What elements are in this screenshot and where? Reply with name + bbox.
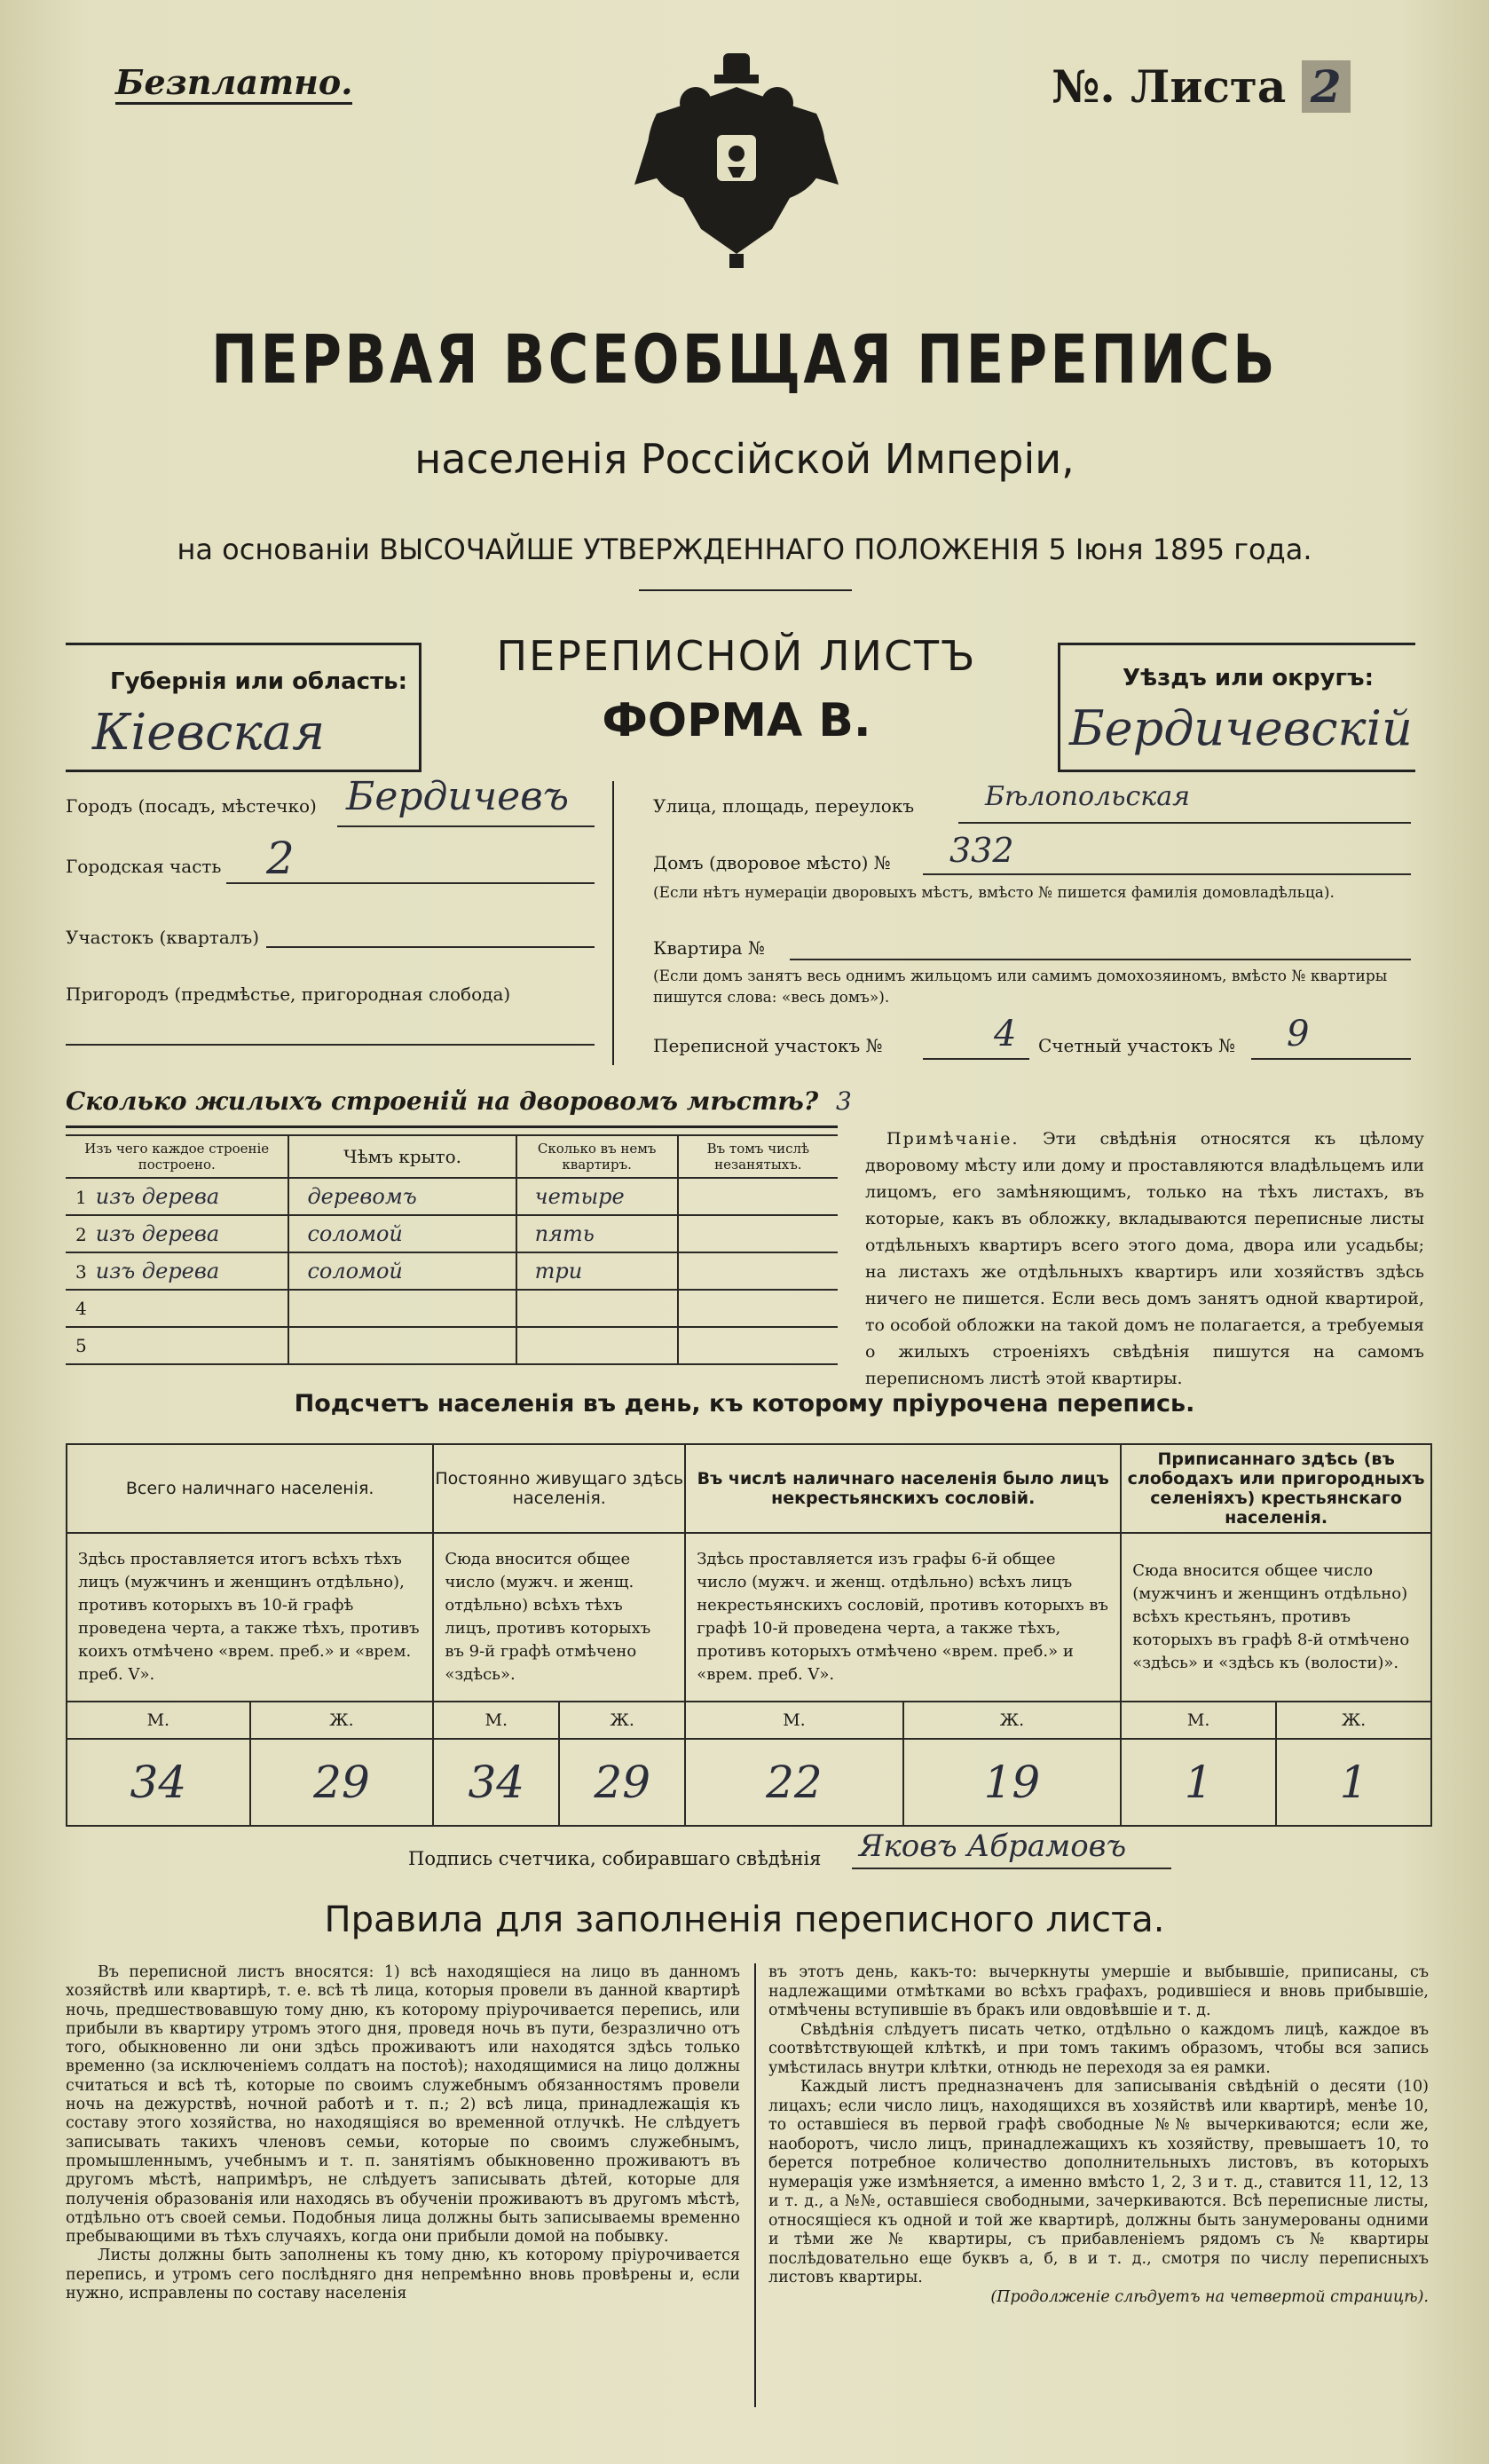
pop-head-total: Всего наличнаго населенія.: [67, 1444, 433, 1533]
pop-desc-nonpeasant: Здѣсь проставляется изъ графы 6-й общее число (мужч. и женщ. отдѣльно) всѣхъ лицъ некрестьянскихъ сословій, противъ которыхъ въ графѣ 10-й проведена черта, а также тѣхъ, противъ которыхъ отмѣчено «врем. преб.» и «врем. преб. V».: [685, 1533, 1121, 1702]
uezd-value: Бердичевскій: [1069, 700, 1413, 756]
city-label: Городъ (посадъ, мѣстечко): [66, 795, 317, 817]
pop-f-label: Ж.: [903, 1702, 1122, 1739]
sheet-no-value: 2: [1302, 60, 1351, 113]
pop-desc-peasant: Сюда вносится общее число (мужчинъ и женщинъ отдѣльно) всѣхъ крестьянъ, противъ которыхъ въ графѣ 8-й отмѣчено «здѣсь» и «здѣсь къ (волости)».: [1121, 1533, 1431, 1702]
pop-head-nonpeasant: Въ числѣ наличнаго населенія было лицъ некрестьянскихъ сословій.: [685, 1444, 1121, 1533]
pop-head-peasant: Приписаннаго здѣсь (въ слободахъ или пригородныхъ селеніяхъ) крестьянскаго населенія.: [1121, 1444, 1431, 1533]
subtitle: населенія Россійской Имперіи,: [414, 435, 1075, 483]
form-name: ФОРМА В.: [602, 694, 871, 747]
buildings-answer: 3: [835, 1086, 852, 1116]
pop-m-label: М.: [685, 1702, 903, 1739]
buildings-top-rule: [66, 1125, 838, 1128]
pop-f-label: Ж.: [1276, 1702, 1431, 1739]
prigorod-label: Пригородъ (предмѣстье, пригородная слобода): [66, 983, 511, 1005]
rules-divider: [754, 1963, 756, 2407]
gubernia-value: Кіевская: [92, 704, 326, 762]
count-district-label: Счетный участокъ №: [1038, 1035, 1236, 1056]
buildings-table: [66, 1134, 838, 1365]
buildings-question-text: Сколько жилыхъ строеній на дворовомъ мѣстѣ?: [66, 1086, 819, 1116]
building-row: 1 изъ дерева деревомъ четыре: [66, 1178, 838, 1215]
sheet-no-label: №. Листа: [1052, 60, 1287, 113]
pop-value: 29: [559, 1739, 685, 1826]
rules-paragraph: въ этотъ день, какъ-то: вычеркнуты умершіе и выбывшіе, приписаны, съ надлежащими отмѣтками во всѣхъ графахъ, родившіеся и вновь прибывшіе, отмѣчены вступившіе въ бракъ или овдовѣвшіе и т. д.: [768, 1963, 1429, 2019]
buildings-note: [865, 1125, 1424, 1392]
buildings-header-roof: Чѣмъ крыто.: [288, 1135, 516, 1178]
census-district-label: Переписной участокъ №: [653, 1035, 883, 1056]
building-row: 3 изъ дерева соломой три: [66, 1252, 838, 1290]
street-line: [958, 822, 1411, 824]
main-title: ПЕРВАЯ ВСЕОБЩАЯ ПЕРЕПИСЬ: [211, 320, 1278, 399]
note-text: Эти свѣдѣнія относятся къ цѣлому дворовому мѣсту или дому и проставляются владѣльцемъ или лицомъ, его замѣняющимъ, только на тѣхъ листахъ, въ которые, какъ въ обложку, вкладываются переписные листы отдѣльныхъ квартиръ всего этого дома, двора или усадьбы; на листахъ же отдѣльныхъ квартиръ или хозяйствъ здѣсь ничего не пишется. Если весь домъ занятъ одной квартирой, то особой обложки на такой домъ не полагается, а требуемыя о жилыхъ строеніяхъ свѣдѣнія пишутся на самомъ переписномъ листѣ этой квартиры.: [865, 1129, 1424, 1388]
buildings-question: [66, 1086, 852, 1116]
pop-head-permanent: Постоянно живущаго здѣсь населенія.: [433, 1444, 685, 1533]
house-line: [923, 873, 1411, 875]
population-title: Подсчетъ населенія въ день, къ которому пріурочена перепись.: [294, 1390, 1195, 1418]
apartment-label: Квартира №: [653, 937, 765, 959]
city-part-line: [226, 882, 595, 884]
population-table: [66, 1443, 1432, 1827]
uchastok-line: [266, 946, 595, 948]
rules-continued: (Продолженіе слѣдуетъ на четвертой страницѣ).: [990, 2287, 1429, 2306]
city-line: [337, 825, 595, 827]
uchastok-label: Участокъ (кварталъ): [66, 927, 259, 948]
basis-line: на основаніи ВЫСОЧАЙШЕ УТВЕРЖДЕННАГО ПОЛОЖЕНІЯ 5 Іюня 1895 года.: [177, 533, 1312, 566]
pop-f-label: Ж.: [250, 1702, 434, 1739]
prigorod-line: [66, 1044, 595, 1046]
building-row: 4: [66, 1290, 838, 1327]
pop-value: 34: [433, 1739, 559, 1826]
sheet-number: [1052, 60, 1351, 113]
rules-paragraph: Свѣдѣнія слѣдуетъ писать четко, отдѣльно о каждомъ лицѣ, каждое въ соотвѣтствующей клѣткѣ, и при томъ такимъ образомъ, чтобы вся запись умѣстилась внутри клѣтки, отнюдь не переходя за ея рамки.: [768, 2020, 1429, 2077]
rules-paragraph: Каждый листъ предназначенъ для записыванія свѣдѣній о десяти (10) лицахъ; если число лицъ, находящихся въ хозяйствѣ или квартирѣ, менѣе 10, то оставшіеся въ первой графѣ свободные №№ вычеркиваются; если же, наоборотъ, число лицъ, принадлежащихъ къ хозяйству, превышаетъ 10, то берется потребное количество дополнительныхъ листовъ, въ которыхъ нумерація уже измѣняется, а именно вмѣсто 1, 2, 3 и т. д., ставится 11, 12, 13 и т. д., а №№, оставшіеся свободными, зачеркиваются. Всѣ переписные листы, относящіеся къ одной и той же квартирѣ, должны быть занумерованы одними и тѣми же № квартиры, съ прибавленіемъ рядомъ съ № квартиры послѣдовательно еще буквъ а, б, в и т. д., смотря по числу переписныхъ листовъ квартиры.: [768, 2078, 1429, 2286]
rules-title: Правила для заполненія переписного листа.: [324, 1899, 1165, 1940]
pop-value: 29: [250, 1739, 434, 1826]
uezd-box: [1058, 643, 1415, 772]
count-district-value: 9: [1287, 1014, 1310, 1054]
street-label: Улица, площадь, переулокъ: [653, 795, 915, 817]
pop-m-label: М.: [433, 1702, 559, 1739]
double-headed-eagle-icon: [630, 51, 843, 269]
rules-paragraph: Листы должны быть заполнены къ тому дню, къ которому пріурочивается перепись, и утромъ сего послѣдняго дня непремѣнно вновь провѣрены и, если нужно, исправлены по составу населенія: [66, 2247, 740, 2303]
signature-line: [852, 1868, 1171, 1869]
pop-value: 1: [1121, 1739, 1276, 1826]
building-row: 5: [66, 1327, 838, 1364]
buildings-header-vacant: Въ томъ числѣ незанятыхъ.: [678, 1135, 838, 1178]
city-value: Бердичевъ: [346, 774, 570, 819]
gubernia-label: Губернія или область:: [110, 668, 407, 695]
column-divider: [612, 781, 614, 1065]
building-row: 2 изъ дерева соломой пять: [66, 1215, 838, 1252]
form-title: ПЕРЕПИСНОЙ ЛИСТЪ: [496, 632, 977, 680]
rules-right-column: [768, 1963, 1429, 2307]
pop-f-label: Ж.: [559, 1702, 685, 1739]
pop-m-label: М.: [1121, 1702, 1276, 1739]
pop-value: 1: [1276, 1739, 1431, 1826]
free-label: Безплатно.: [115, 62, 352, 105]
apartment-note: (Если домъ занятъ весь однимъ жильцомъ или самимъ домохозяиномъ, вмѣсто № квартиры пишутся слова: «весь домъ»).: [653, 967, 1388, 1007]
census-district-line: [923, 1058, 1029, 1060]
census-district-value: 4: [994, 1014, 1017, 1054]
note-title: Примѣчаніе.: [886, 1129, 1020, 1149]
pop-value: 34: [67, 1739, 250, 1826]
pop-desc-total: Здѣсь проставляется итогъ всѣхъ тѣхъ лицъ (мужчинъ и женщинъ отдѣльно), противъ которыхъ въ 10-й графѣ проведена черта, а также тѣхъ, противъ коихъ отмѣчено «врем. преб.» и «врем. преб. V».: [67, 1533, 433, 1702]
pop-value: 19: [903, 1739, 1122, 1826]
count-district-line: [1251, 1058, 1411, 1060]
rules-paragraph: Въ переписной листъ вносятся: 1) всѣ находящіеся на лицо въ данномъ хозяйствѣ или квартирѣ, т. е. всѣ тѣ лица, которыя провели въ данной квартирѣ ночь, предшествовавшую тому дню, къ которому пріурочивается перепись, или прибыли въ квартиру утромъ этого дня, проведя ночь въ пути, безразлично отъ того, обыкновенно ли они здѣсь проживаютъ или находятся здѣсь только временно (за исключеніемъ солдатъ на постоѣ); находящимися на лицо должны считаться и всѣ тѣ, которые по своимъ служебнымъ обязанностямъ провели ночь на дежурствѣ, ночной работѣ и т. п.; 2) всѣ лица, принадлежащія къ составу этого хозяйства, но находящіяся во временной отлучкѣ. Не слѣдуетъ записывать такихъ членовъ семьи, которые по своимъ служебнымъ, промышленнымъ, учебнымъ и т. п. занятіямъ обыкновенно проживаютъ въ другомъ мѣстѣ, напримѣръ, не слѣдуетъ записывать дѣтей, которые для полученія образованія или находясь въ обученіи проживаютъ въ другомъ мѣстѣ, отдѣльно отъ своей семьи. Подобныя лица должны быть записываемы временно пребывающими въ тѣхъ случаяхъ, когда они прибыли домой на побывку.: [66, 1963, 740, 2247]
pop-value: 22: [685, 1739, 903, 1826]
uezd-label: Уѣздъ или округъ:: [1123, 665, 1374, 691]
gubernia-box: [66, 643, 421, 772]
rules-left-column: [66, 1963, 740, 2303]
city-part-label: Городская часть: [66, 856, 222, 877]
house-label: Домъ (дворовое мѣсто) №: [653, 852, 891, 873]
house-value: 332: [949, 831, 1014, 870]
buildings-header-material: Изъ чего каждое строеніе построено.: [66, 1135, 288, 1178]
signature-label: Подпись счетчика, собиравшаго свѣдѣнія: [408, 1848, 822, 1869]
apartment-line: [790, 959, 1411, 960]
signature-value: Яковъ Абрамовъ: [859, 1828, 1127, 1864]
pop-desc-permanent: Сюда вносится общее число (мужч. и женщ. отдѣльно) всѣхъ тѣхъ лицъ, противъ которыхъ въ 9-й графѣ отмѣчено «здѣсь».: [433, 1533, 685, 1702]
pop-m-label: М.: [67, 1702, 250, 1739]
street-value: Бѣлопольская: [985, 781, 1190, 812]
city-part-value: 2: [266, 833, 295, 884]
buildings-header-apartments: Сколько въ немъ квартиръ.: [516, 1135, 678, 1178]
house-note: (Если нѣтъ нумераціи дворовыхъ мѣстъ, вмѣсто № пишется фамилія домовладѣльца).: [653, 884, 1335, 902]
divider: [639, 589, 852, 591]
